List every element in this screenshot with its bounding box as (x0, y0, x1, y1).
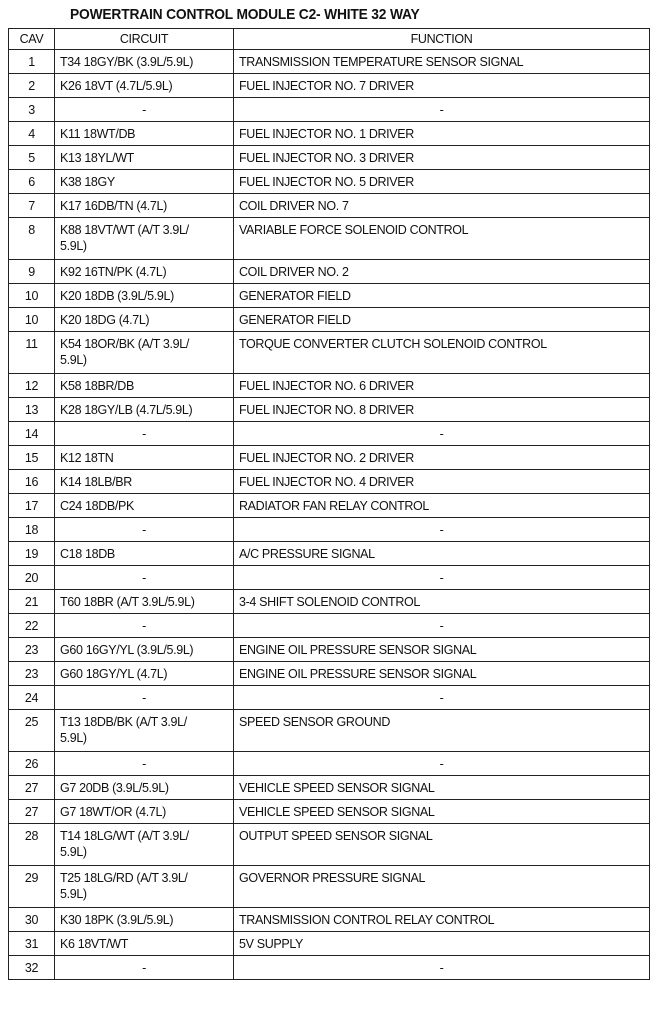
function-cell: 3-4 SHIFT SOLENOID CONTROL (234, 590, 650, 614)
table-row (9, 422, 650, 446)
circuit-cell: T13 18DB/BK (A/T 3.9L/ 5.9L) (55, 710, 234, 752)
function-cell: - (234, 566, 650, 590)
function-cell: FUEL INJECTOR NO. 5 DRIVER (234, 170, 650, 194)
table-row (9, 374, 650, 398)
cav-cell: 25 (9, 710, 55, 752)
table-row (9, 308, 650, 332)
circuit-cell: G60 18GY/YL (4.7L) (55, 662, 234, 686)
cav-cell: 16 (9, 470, 55, 494)
circuit-cell: - (55, 566, 234, 590)
function-cell: OUTPUT SPEED SENSOR SIGNAL (234, 824, 650, 866)
function-cell: VEHICLE SPEED SENSOR SIGNAL (234, 776, 650, 800)
function-cell: - (234, 956, 650, 980)
table-row (9, 908, 650, 932)
table-row (9, 398, 650, 422)
circuit-cell: K26 18VT (4.7L/5.9L) (55, 74, 234, 98)
table-row (9, 260, 650, 284)
cav-cell: 9 (9, 260, 55, 284)
function-cell: FUEL INJECTOR NO. 6 DRIVER (234, 374, 650, 398)
table-row (9, 542, 650, 566)
cav-cell: 17 (9, 494, 55, 518)
cav-cell: 26 (9, 752, 55, 776)
function-cell: RADIATOR FAN RELAY CONTROL (234, 494, 650, 518)
circuit-cell: - (55, 956, 234, 980)
function-cell: VARIABLE FORCE SOLENOID CONTROL (234, 218, 650, 260)
header-cav: CAV (9, 29, 55, 50)
table-row (9, 146, 650, 170)
function-cell: - (234, 518, 650, 542)
table-row (9, 566, 650, 590)
circuit-cell: - (55, 518, 234, 542)
page-title: POWERTRAIN CONTROL MODULE C2- WHITE 32 WAY (70, 6, 420, 23)
function-cell: - (234, 98, 650, 122)
cav-cell: 4 (9, 122, 55, 146)
cav-cell: 5 (9, 146, 55, 170)
table-row (9, 590, 650, 614)
circuit-cell: K88 18VT/WT (A/T 3.9L/ 5.9L) (55, 218, 234, 260)
table-row (9, 518, 650, 542)
cav-cell: 29 (9, 866, 55, 908)
table-row (9, 470, 650, 494)
connector-pinout-table (8, 28, 650, 980)
header-circuit: CIRCUIT (55, 29, 234, 50)
table-row (9, 956, 650, 980)
circuit-cell: T34 18GY/BK (3.9L/5.9L) (55, 50, 234, 74)
table-row (9, 752, 650, 776)
function-cell: 5V SUPPLY (234, 932, 650, 956)
cav-cell: 24 (9, 686, 55, 710)
function-cell: A/C PRESSURE SIGNAL (234, 542, 650, 566)
circuit-cell: C24 18DB/PK (55, 494, 234, 518)
cav-cell: 14 (9, 422, 55, 446)
table-row (9, 218, 650, 260)
table-row (9, 98, 650, 122)
cav-cell: 21 (9, 590, 55, 614)
circuit-cell: K20 18DG (4.7L) (55, 308, 234, 332)
table-row (9, 494, 650, 518)
circuit-cell: T25 18LG/RD (A/T 3.9L/ 5.9L) (55, 866, 234, 908)
cav-cell: 22 (9, 614, 55, 638)
function-cell: COIL DRIVER NO. 7 (234, 194, 650, 218)
circuit-cell: K14 18LB/BR (55, 470, 234, 494)
table-row (9, 776, 650, 800)
cav-cell: 18 (9, 518, 55, 542)
circuit-cell: K20 18DB (3.9L/5.9L) (55, 284, 234, 308)
table-row (9, 686, 650, 710)
circuit-cell: K28 18GY/LB (4.7L/5.9L) (55, 398, 234, 422)
circuit-cell: K13 18YL/WT (55, 146, 234, 170)
circuit-cell: K17 16DB/TN (4.7L) (55, 194, 234, 218)
table-row (9, 866, 650, 908)
table-row (9, 332, 650, 374)
table-row (9, 170, 650, 194)
circuit-cell: K58 18BR/DB (55, 374, 234, 398)
header-function: FUNCTION (234, 29, 650, 50)
circuit-cell: K54 18OR/BK (A/T 3.9L/ 5.9L) (55, 332, 234, 374)
circuit-cell: G7 20DB (3.9L/5.9L) (55, 776, 234, 800)
circuit-cell: K30 18PK (3.9L/5.9L) (55, 908, 234, 932)
table-row (9, 284, 650, 308)
function-cell: GOVERNOR PRESSURE SIGNAL (234, 866, 650, 908)
function-cell: - (234, 752, 650, 776)
circuit-cell: G7 18WT/OR (4.7L) (55, 800, 234, 824)
cav-cell: 23 (9, 638, 55, 662)
circuit-cell: G60 16GY/YL (3.9L/5.9L) (55, 638, 234, 662)
function-cell: FUEL INJECTOR NO. 7 DRIVER (234, 74, 650, 98)
circuit-cell: C18 18DB (55, 542, 234, 566)
table-row (9, 638, 650, 662)
circuit-cell: T60 18BR (A/T 3.9L/5.9L) (55, 590, 234, 614)
cav-cell: 23 (9, 662, 55, 686)
table-row (9, 446, 650, 470)
function-cell: GENERATOR FIELD (234, 284, 650, 308)
circuit-cell: K92 16TN/PK (4.7L) (55, 260, 234, 284)
table-row (9, 800, 650, 824)
function-cell: TRANSMISSION CONTROL RELAY CONTROL (234, 908, 650, 932)
function-cell: COIL DRIVER NO. 2 (234, 260, 650, 284)
table-header-row (9, 29, 650, 50)
cav-cell: 6 (9, 170, 55, 194)
circuit-cell: K38 18GY (55, 170, 234, 194)
function-cell: SPEED SENSOR GROUND (234, 710, 650, 752)
table-row (9, 74, 650, 98)
table-row (9, 932, 650, 956)
cav-cell: 10 (9, 284, 55, 308)
function-cell: - (234, 422, 650, 446)
cav-cell: 3 (9, 98, 55, 122)
circuit-cell: T14 18LG/WT (A/T 3.9L/ 5.9L) (55, 824, 234, 866)
circuit-cell: - (55, 98, 234, 122)
cav-cell: 27 (9, 800, 55, 824)
function-cell: - (234, 686, 650, 710)
cav-cell: 11 (9, 332, 55, 374)
cav-cell: 1 (9, 50, 55, 74)
cav-cell: 15 (9, 446, 55, 470)
circuit-cell: K6 18VT/WT (55, 932, 234, 956)
function-cell: FUEL INJECTOR NO. 2 DRIVER (234, 446, 650, 470)
table-row (9, 194, 650, 218)
circuit-cell: - (55, 614, 234, 638)
cav-cell: 30 (9, 908, 55, 932)
function-cell: FUEL INJECTOR NO. 1 DRIVER (234, 122, 650, 146)
circuit-cell: - (55, 752, 234, 776)
table-row (9, 662, 650, 686)
function-cell: FUEL INJECTOR NO. 8 DRIVER (234, 398, 650, 422)
table-row (9, 710, 650, 752)
cav-cell: 32 (9, 956, 55, 980)
table-row (9, 50, 650, 74)
function-cell: GENERATOR FIELD (234, 308, 650, 332)
circuit-cell: K12 18TN (55, 446, 234, 470)
cav-cell: 27 (9, 776, 55, 800)
cav-cell: 12 (9, 374, 55, 398)
function-cell: ENGINE OIL PRESSURE SENSOR SIGNAL (234, 662, 650, 686)
cav-cell: 20 (9, 566, 55, 590)
function-cell: TRANSMISSION TEMPERATURE SENSOR SIGNAL (234, 50, 650, 74)
function-cell: TORQUE CONVERTER CLUTCH SOLENOID CONTROL (234, 332, 650, 374)
table-row (9, 824, 650, 866)
circuit-cell: K11 18WT/DB (55, 122, 234, 146)
cav-cell: 10 (9, 308, 55, 332)
function-cell: - (234, 614, 650, 638)
table-row (9, 122, 650, 146)
circuit-cell: - (55, 686, 234, 710)
cav-cell: 31 (9, 932, 55, 956)
function-cell: VEHICLE SPEED SENSOR SIGNAL (234, 800, 650, 824)
function-cell: FUEL INJECTOR NO. 4 DRIVER (234, 470, 650, 494)
cav-cell: 8 (9, 218, 55, 260)
circuit-cell: - (55, 422, 234, 446)
function-cell: ENGINE OIL PRESSURE SENSOR SIGNAL (234, 638, 650, 662)
cav-cell: 2 (9, 74, 55, 98)
function-cell: FUEL INJECTOR NO. 3 DRIVER (234, 146, 650, 170)
cav-cell: 13 (9, 398, 55, 422)
cav-cell: 19 (9, 542, 55, 566)
cav-cell: 7 (9, 194, 55, 218)
table-row (9, 614, 650, 638)
cav-cell: 28 (9, 824, 55, 866)
